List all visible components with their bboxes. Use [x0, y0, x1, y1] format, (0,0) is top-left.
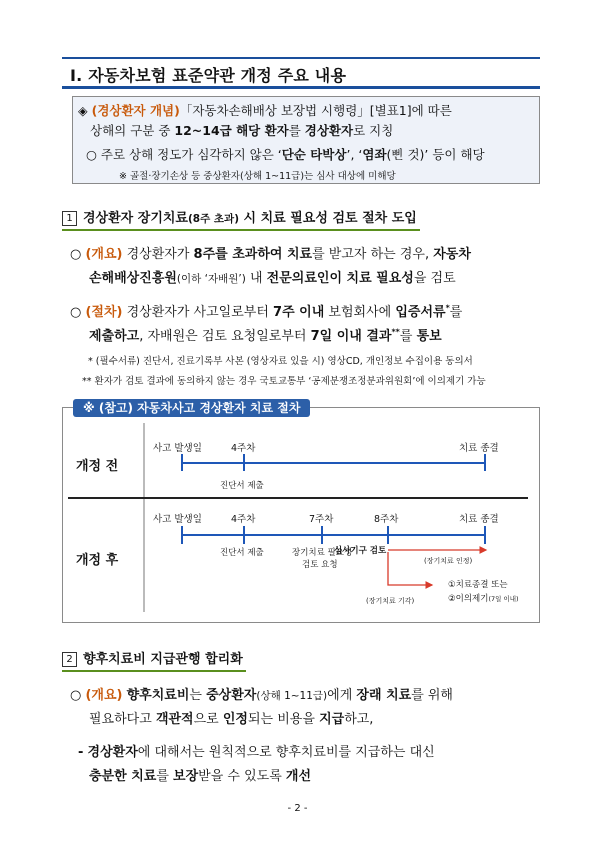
- diamond-bullet-icon: ◈: [78, 103, 88, 118]
- sub1-p1-line-2: 손해배상진흥원(이하 ‘자배원’) 내 전문의료인이 치료 필요성을 검토: [89, 271, 456, 286]
- sub1-p2-line-2: 제출하고, 자배원은 검토 요청일로부터 7일 이내 결과**를 통보: [89, 327, 442, 344]
- page-number: - 2 -: [287, 803, 308, 814]
- sub1-p1-line-1: ○ (개요) 경상환자가 8주를 초과하여 치료를 받고자 하는 경우, 자동차: [70, 247, 471, 262]
- review-agency-label: 심사기구 검토: [334, 546, 387, 556]
- footnote-2: ** 환자가 검토 결과에 동의하지 않는 경우 국토교통부 ‘공제분쟁조정분과위원회’에 이의제기 가능: [82, 376, 486, 387]
- reference-tag: ※ (참고) 자동차사고 경상환자 치료 절차: [73, 399, 310, 417]
- sub2-d1-line-1: - 경상환자에 대해서는 원칙적으로 향후치료비를 지급하는 대신: [78, 745, 435, 760]
- circle-bullet-icon: ○: [70, 305, 82, 320]
- option-1-label: ①치료종결 또는: [448, 580, 508, 590]
- approve-label: (장기치료 인정): [424, 557, 473, 565]
- after-request-label-2: 검토 요청: [302, 560, 338, 570]
- before-accident-label: 사고 발생일: [153, 443, 202, 454]
- after-week4-label: 4주차: [231, 514, 256, 525]
- number-1-box: 1: [62, 211, 77, 226]
- before-end-label: 치료 종결: [459, 443, 499, 454]
- after-accident-label: 사고 발생일: [153, 514, 202, 525]
- after-week8-label: 8주차: [374, 514, 399, 525]
- definition-line-4: ※ 골절·장기손상 등 중상환자(상해 1~11급)는 심사 대상에 미해당: [119, 171, 396, 182]
- sub2-p1-line-1: ○ (개요) 향후치료비는 중상환자(상해 1~11급)에게 장래 치료를 위해: [70, 688, 453, 703]
- sub1-p2-line-1: ○ (절차) 경상환자가 사고일로부터 7주 이내 보험회사에 입증서류*를: [70, 303, 463, 320]
- definition-line-1: ◈ (경상환자 개념)「자동차손해배상 보장법 시행령」[별표1]에 따른: [78, 103, 452, 118]
- sub2-d1-line-2: 충분한 치료를 보장받을 수 있도록 개선: [89, 769, 312, 784]
- subsection-2-title: 2 향후치료비 지급관행 합리화: [62, 647, 246, 672]
- before-diagnosis-label: 진단서 제출: [220, 481, 264, 491]
- after-label: 개정 후: [76, 553, 119, 568]
- before-week4-label: 4주차: [231, 443, 256, 454]
- definition-line-2: 상해의 구분 중 12~14급 해당 환자를 경상환자로 지칭: [90, 123, 394, 138]
- after-end-label: 치료 종결: [459, 514, 499, 525]
- sub2-p1-line-2: 필요하다고 객관적으로 인정되는 비용을 지급하고,: [89, 712, 374, 727]
- after-request-label-1: 장기치료 필요성: [292, 548, 353, 558]
- subsection-1-title: 1 경상환자 장기치료(8주 초과) 시 치료 필요성 검토 절차 도입: [62, 206, 420, 231]
- dash-bullet-icon: -: [78, 745, 84, 760]
- circle-bullet-icon: ○: [70, 688, 82, 703]
- footnote-1: * (필수서류) 진단서, 진료기록부 사본 (영상자료 있을 시) 영상CD, 개인정보 수집이용 동의서: [88, 356, 473, 367]
- reject-label: (장기치료 기각): [366, 597, 415, 605]
- circle-bullet-icon: ○: [70, 247, 82, 262]
- definition-line-3: ○ 주로 상해 정도가 심각하지 않은 ‘단순 타박상’, ‘염좌(삔 것)’ 등이 해당: [86, 147, 485, 162]
- after-week7-label: 7주차: [309, 514, 334, 525]
- option-2-label: ②이의제기(7일 이내): [448, 594, 519, 604]
- before-label: 개정 전: [76, 459, 119, 474]
- circle-bullet-icon: ○: [86, 147, 97, 162]
- after-diagnosis-label: 진단서 제출: [220, 548, 264, 558]
- section-title: Ⅰ. 자동차보험 표준약관 개정 주요 내용: [70, 66, 347, 85]
- number-2-box: 2: [62, 652, 77, 667]
- definition-label: (경상환자 개념): [91, 103, 180, 118]
